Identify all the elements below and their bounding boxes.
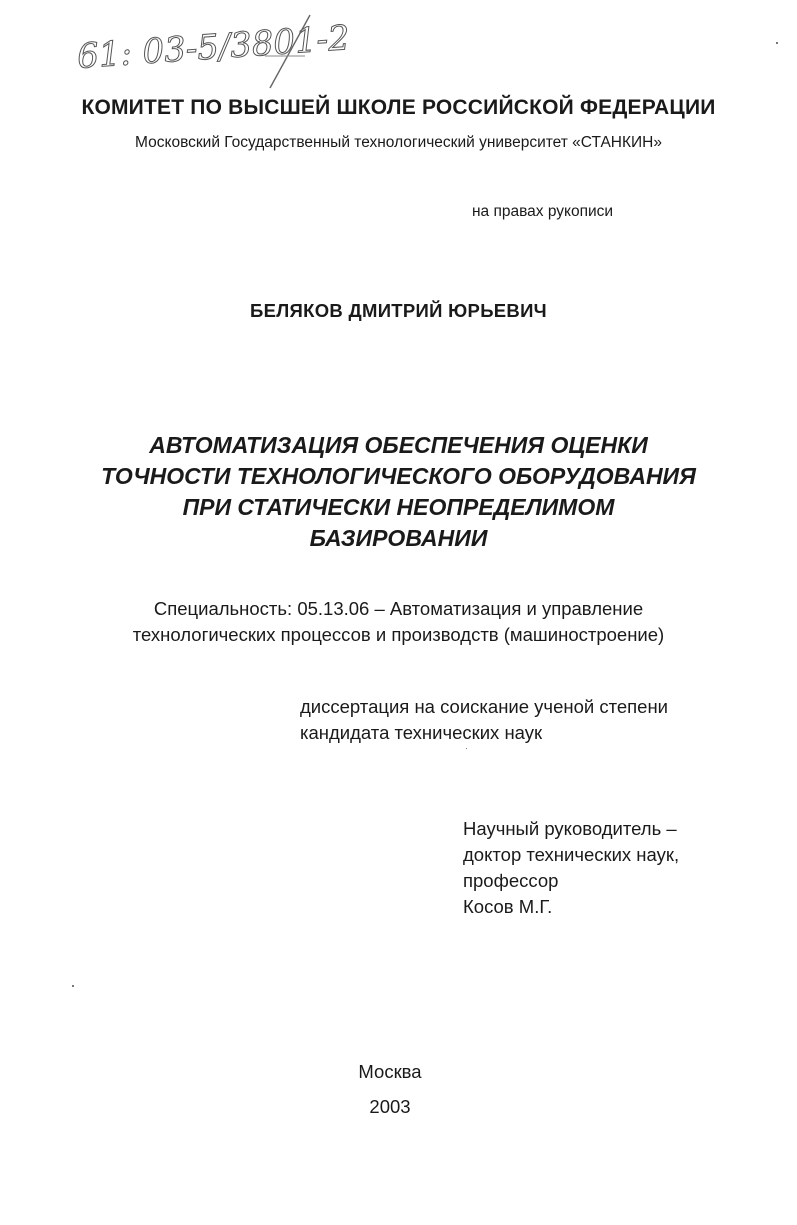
degree-line: кандидата технических наук [300, 722, 543, 743]
manuscript-rights-label: на правах рукописи [472, 203, 614, 220]
specialty-block [60, 596, 737, 648]
title-line: АВТОМАТИЗАЦИЯ ОБЕСПЕЧЕНИЯ ОЦЕНКИ [149, 432, 648, 458]
supervisor-line: Научный руководитель – [463, 818, 677, 839]
title-line: БАЗИРОВАНИИ [309, 525, 488, 551]
supervisor-block [463, 816, 679, 920]
author-name: БЕЛЯКОВ ДМИТРИЙ ЮРЬЕВИЧ [250, 300, 547, 321]
scan-speck [72, 985, 74, 987]
degree-line: диссертация на соискание ученой степени [300, 696, 669, 717]
year: 2003 [369, 1096, 411, 1117]
supervisor-line: Косов М.Г. [463, 896, 553, 917]
title-line: ПРИ СТАТИЧЕСКИ НЕОПРЕДЕЛИМОМ [182, 494, 615, 520]
university-name: Московский Государственный технологический университет «СТАНКИН» [135, 134, 662, 151]
scan-speck [776, 42, 778, 44]
scan-speck [466, 748, 467, 749]
specialty-line: технологических процессов и производств (машиностроение) [132, 624, 665, 645]
supervisor-line: доктор технических наук, [463, 844, 680, 865]
handwriting-drawing [70, 10, 470, 90]
dissertation-degree-block [300, 694, 668, 746]
committee-heading: КОМИТЕТ ПО ВЫСШЕЙ ШКОЛЕ РОССИЙСКОЙ ФЕДЕРАЦИИ [81, 96, 716, 119]
handwritten-note-text: 61: 03-5/3801-2 [75, 18, 351, 77]
supervisor-line: профессор [463, 870, 559, 891]
handwritten-catalog-number [70, 10, 470, 90]
dissertation-title [40, 430, 757, 554]
specialty-line: Специальность: 05.13.06 – Автоматизация и управление [153, 598, 644, 619]
title-line: ТОЧНОСТИ ТЕХНОЛОГИЧЕСКОГО ОБОРУДОВАНИЯ [101, 463, 696, 489]
city: Москва [358, 1061, 422, 1082]
